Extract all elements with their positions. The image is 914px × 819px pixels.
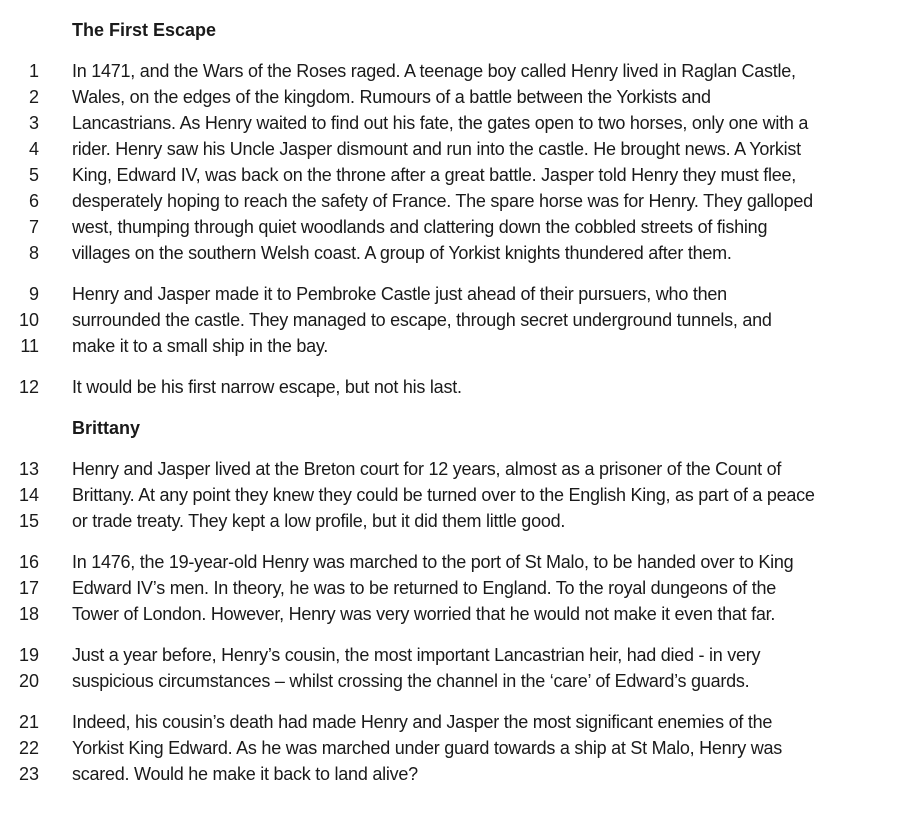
line-number: 9 bbox=[28, 284, 39, 304]
line-text: Just a year before, Henry’s cousin, the most important Lancastrian heir, had died - in very bbox=[72, 645, 761, 665]
line-number: 6 bbox=[28, 191, 39, 211]
line-number: 19 bbox=[18, 645, 39, 665]
line-text: or trade treaty. They kept a low profile, but it did them little good. bbox=[72, 511, 566, 531]
line-text: suspicious circumstances – whilst crossing the channel in the ‘care’ of Edward’s guards. bbox=[72, 671, 750, 691]
line-number: 5 bbox=[28, 165, 39, 185]
text-line bbox=[0, 482, 914, 508]
line-number: 12 bbox=[18, 377, 39, 397]
text-line bbox=[0, 84, 914, 110]
text-line bbox=[0, 58, 914, 84]
section-heading: Brittany bbox=[72, 418, 141, 438]
line-text: It would be his first narrow escape, but not his last. bbox=[72, 377, 462, 397]
line-number: 11 bbox=[20, 336, 39, 356]
line-number: 23 bbox=[18, 764, 39, 784]
line-text: In 1471, and the Wars of the Roses raged. A teenage boy called Henry lived in Raglan Castle, bbox=[72, 61, 796, 81]
line-text: King, Edward IV, was back on the throne after a great battle. Jasper told Henry they must flee, bbox=[72, 165, 796, 185]
line-text: Tower of London. However, Henry was very worried that he would not make it even that far. bbox=[72, 604, 776, 624]
text-line bbox=[0, 136, 914, 162]
text-line bbox=[0, 110, 914, 136]
line-text: Lancastrians. As Henry waited to find out his fate, the gates open to two horses, only one with a bbox=[72, 113, 809, 133]
line-number: 13 bbox=[18, 459, 39, 479]
line-number: 10 bbox=[18, 310, 39, 330]
line-number: 14 bbox=[18, 485, 39, 505]
line-text: Yorkist King Edward. As he was marched under guard towards a ship at St Malo, Henry was bbox=[72, 738, 782, 758]
text-line bbox=[0, 307, 914, 333]
text-line bbox=[0, 668, 914, 694]
line-text: Wales, on the edges of the kingdom. Rumours of a battle between the Yorkists and bbox=[72, 87, 711, 107]
text-line bbox=[0, 508, 914, 534]
line-text: Henry and Jasper lived at the Breton court for 12 years, almost as a prisoner of the Count of bbox=[72, 459, 782, 479]
text-line bbox=[0, 188, 914, 214]
text-line bbox=[0, 575, 914, 601]
line-number: 7 bbox=[28, 217, 39, 237]
text-line bbox=[0, 374, 914, 400]
line-number: 16 bbox=[18, 552, 39, 572]
text-line bbox=[0, 240, 914, 266]
line-number: 2 bbox=[28, 87, 39, 107]
text-line bbox=[0, 162, 914, 188]
line-text: Henry and Jasper made it to Pembroke Castle just ahead of their pursuers, who then bbox=[72, 284, 727, 304]
line-text: rider. Henry saw his Uncle Jasper dismount and run into the castle. He brought news. A Yorkist bbox=[72, 139, 801, 159]
line-text: make it to a small ship in the bay. bbox=[72, 336, 329, 356]
line-number: 1 bbox=[28, 61, 39, 81]
text-line bbox=[0, 601, 914, 627]
text-line bbox=[0, 735, 914, 761]
line-number: 3 bbox=[28, 113, 39, 133]
text-line bbox=[0, 642, 914, 668]
text-line bbox=[0, 456, 914, 482]
text-line bbox=[0, 281, 914, 307]
text-line bbox=[0, 709, 914, 735]
line-text: surrounded the castle. They managed to escape, through secret underground tunnels, and bbox=[72, 310, 772, 330]
line-number: 4 bbox=[28, 139, 39, 159]
line-text: In 1476, the 19-year-old Henry was marched to the port of St Malo, to be handed over to King bbox=[72, 552, 794, 572]
line-text: desperately hoping to reach the safety of France. The spare horse was for Henry. They galloped bbox=[72, 191, 813, 211]
line-text: villages on the southern Welsh coast. A group of Yorkist knights thundered after them. bbox=[72, 243, 732, 263]
line-number: 8 bbox=[28, 243, 39, 263]
text-line bbox=[0, 333, 914, 359]
line-text: scared. Would he make it back to land alive? bbox=[72, 764, 418, 784]
line-number: 17 bbox=[18, 578, 39, 598]
section-heading: The First Escape bbox=[72, 20, 217, 40]
text-line bbox=[0, 549, 914, 575]
line-text: Edward IV’s men. In theory, he was to be returned to England. To the royal dungeons of the bbox=[72, 578, 776, 598]
line-text: west, thumping through quiet woodlands and clattering down the cobbled streets of fishing bbox=[72, 217, 768, 237]
line-number: 15 bbox=[18, 511, 39, 531]
line-number: 21 bbox=[18, 712, 39, 732]
line-text: Brittany. At any point they knew they could be turned over to the English King, as part of a peace bbox=[72, 485, 815, 505]
text-line bbox=[0, 761, 914, 787]
text-line bbox=[0, 214, 914, 240]
line-text: Indeed, his cousin’s death had made Henry and Jasper the most significant enemies of the bbox=[72, 712, 773, 732]
line-number: 22 bbox=[18, 738, 39, 758]
line-number: 18 bbox=[18, 604, 39, 624]
line-number: 20 bbox=[18, 671, 39, 691]
